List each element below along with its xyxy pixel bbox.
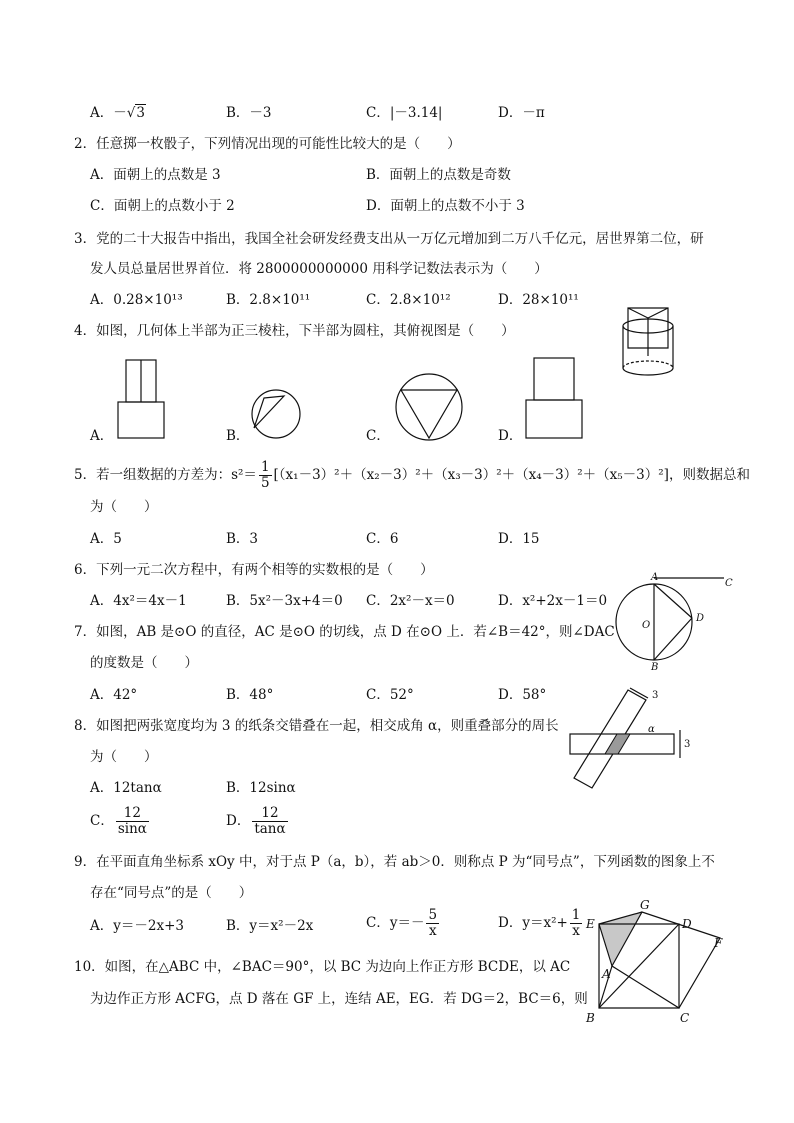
q7-label-d: D	[696, 613, 705, 624]
q6-option-a: A．4x²＝4x－1	[90, 593, 187, 609]
q3-option-d: D．28×10¹¹	[498, 292, 579, 308]
q4-option-b-label: B．	[226, 428, 250, 444]
q6-option-d: D．x²+2x－1＝0	[498, 593, 608, 609]
q7-label-c: C	[725, 578, 733, 589]
q8-label-right-width: 3	[684, 739, 691, 750]
q8-label-alpha: α	[648, 724, 655, 735]
q10-label-f: F	[714, 936, 723, 950]
q1-option-b: B．－3	[226, 105, 272, 121]
q3-stem-line2: 发人员总量居世界首位．将 2800000000000 用科学记数法表示为（ ）	[90, 261, 548, 277]
q4-option-d-label: D．	[498, 428, 523, 444]
q8-strips-figure	[568, 684, 698, 790]
q10-squares-figure	[582, 896, 730, 1026]
q9-stem-line2: 存在“同号点”的是（ ）	[90, 885, 253, 901]
q3-stem-line1: 3．党的二十大报告中指出，我国全社会研发经费支出从一万亿元增加到二万八千亿元，居世界第二位，研	[74, 231, 704, 247]
q8-stem-line1: 8．如图把两张宽度均为 3 的纸条交错叠在一起，相交成角 α，则重叠部分的周长	[74, 718, 559, 734]
q8-label-top-width: 3	[652, 690, 659, 701]
q7-label-b: B	[651, 662, 659, 673]
q1-option-a: A．－√3	[90, 105, 145, 121]
q5-option-a: A．5	[90, 531, 122, 547]
q4-stem: 4．如图，几何体上半部为正三棱柱，下半部为圆柱，其俯视图是（ ）	[74, 323, 515, 339]
q7-option-c: C．52°	[366, 687, 414, 703]
q4-option-c-label: C．	[366, 428, 390, 444]
q4-option-d-figure	[524, 356, 584, 440]
q10-label-b: B	[586, 1011, 595, 1025]
q2-stem: 2．任意掷一枚骰子，下列情况出现的可能性比较大的是（ ）	[74, 136, 461, 152]
q9-stem-line1: 9．在平面直角坐标系 xOy 中，对于点 P（a，b），若 ab＞0．则称点 P 为“同号点”，下列函数的图象上不	[74, 854, 715, 870]
q6-option-b: B．5x²－3x+4＝0	[226, 593, 343, 609]
q3-option-a: A．0.28×10¹³	[90, 292, 183, 308]
q7-label-o: O	[642, 620, 651, 631]
q10-stem-line1: 10．如图，在△ABC 中，∠BAC＝90°，以 BC 为边向上作正方形 BCDE，以 AC	[74, 959, 571, 975]
q5-stem-line2: 为（ ）	[90, 499, 158, 515]
q10-label-d: D	[682, 917, 692, 931]
q6-option-c: C．2x²－x＝0	[366, 593, 455, 609]
q1-option-c: C．|－3.14|	[366, 105, 443, 121]
q10-label-a: A	[602, 967, 611, 981]
q2-option-d: D．面朝上的点数不小于 3	[366, 198, 525, 214]
q4-solid-figure	[618, 304, 680, 378]
q8-stem-line2: 为（ ）	[90, 749, 158, 765]
q4-option-b-figure	[250, 388, 302, 440]
q5-stem-line1: 5．若一组数据的方差为：s²＝ $\frac{1}{5}$ [（x₁－3）²＋（x₂－3）²＋（x₃－3）²＋（x₄－3）²＋（x₅－3）²]，则数据总和	[74, 459, 750, 491]
q8-option-d: D． $\frac{12}{\tan\alpha}$	[226, 805, 286, 837]
q8-option-c: C． $\frac{12}{\sin\alpha}$	[90, 805, 147, 837]
q7-circle-figure	[612, 570, 742, 674]
q5-option-b: B．3	[226, 531, 259, 547]
q7-label-a: A	[651, 572, 659, 583]
q5-option-c: C．6	[366, 531, 399, 547]
q2-option-b: B．面朝上的点数是奇数	[366, 167, 511, 183]
q4-option-a-label: A．	[90, 428, 114, 444]
q6-stem: 6．下列一元二次方程中，有两个相等的实数根的是（ ）	[74, 562, 434, 578]
q9-option-d: D．y＝x²+ $\frac{1}{x}$	[498, 907, 581, 939]
q5-option-d: D．15	[498, 531, 540, 547]
q7-stem-line1: 7．如图，AB 是⊙O 的直径，AC 是⊙O 的切线，点 D 在⊙O 上．若∠B＝42°，则∠DAC	[74, 624, 615, 640]
q7-option-b: B．48°	[226, 687, 274, 703]
q8-option-b: B．12sinα	[226, 780, 296, 796]
q1-option-d: D．－π	[498, 105, 545, 121]
q10-label-e: E	[586, 917, 595, 931]
q9-option-c: C．y＝－ $\frac{5}{x}$	[366, 907, 438, 939]
q7-option-a: A．42°	[90, 687, 138, 703]
q7-option-d: D．58°	[498, 687, 547, 703]
q4-option-a-figure	[116, 358, 166, 440]
q2-option-a: A．面朝上的点数是 3	[90, 167, 221, 183]
q2-option-c: C．面朝上的点数小于 2	[90, 198, 235, 214]
q7-stem-line2: 的度数是（ ）	[90, 655, 198, 671]
q4-option-c-figure	[394, 372, 464, 442]
q3-option-c: C．2.8×10¹²	[366, 292, 451, 308]
q3-option-b: B．2.8×10¹¹	[226, 292, 311, 308]
q10-stem-line2: 为边作正方形 ACFG，点 D 落在 GF 上，连结 AE，EG．若 DG＝2，BC＝6，则	[90, 991, 588, 1007]
q9-option-b: B．y＝x²－2x	[226, 918, 314, 934]
q5-fraction: $\frac{1}{5}$	[260, 459, 270, 491]
q10-label-g: G	[640, 898, 650, 912]
q8-option-a: A．12tanα	[90, 780, 162, 796]
q10-label-c: C	[680, 1011, 690, 1025]
q9-option-a: A．y＝－2x+3	[90, 918, 184, 934]
